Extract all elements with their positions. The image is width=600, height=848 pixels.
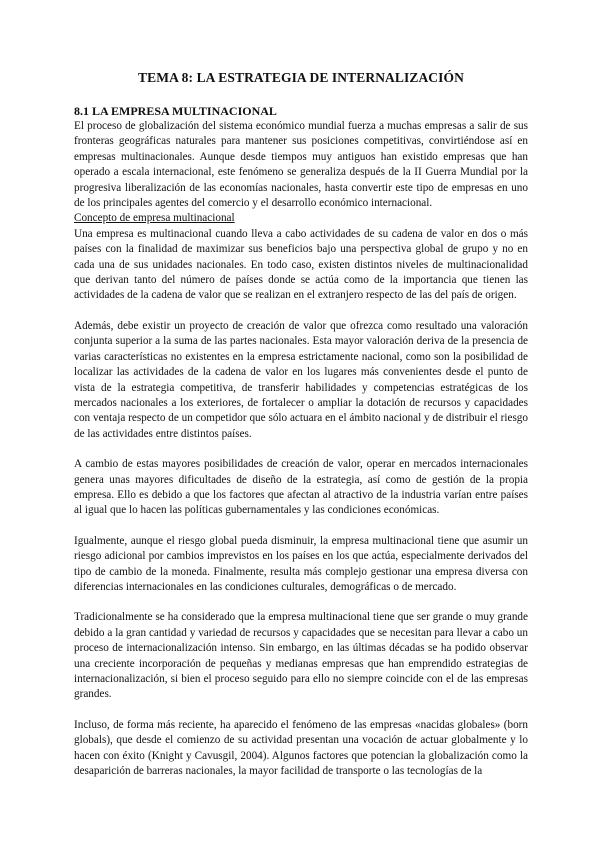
document-title: TEMA 8: LA ESTRATEGIA DE INTERNALIZACIÓN [138, 70, 464, 85]
paragraph: Además, debe existir un proyecto de creación de valor que ofrezca como resultado una valoración conjunta superior a la suma de las partes nacionales. Esta mayor valoración deriva de la presencia de varias características no existentes en la empresa estrictamente nacional, como son la posibilidad de localizar las actividades de la cadena de valor en los lugares más convenientes desde el punto de vista de la estrategia competitiva, de transferir habilidades y competencias estratégicas de los mercados nacionales a los exteriores, de fortalecer o ampliar la dotación de recursos y capacidades con ventaja respecto de un competidor que sólo actuara en el ámbito nacional y de distribuir el riesgo de las actividades entre distintos países. [74, 319, 528, 440]
paragraph: A cambio de estas mayores posibilidades de creación de valor, operar en mercados internacionales genera unas mayores dificultades de diseño de la estrategia, así como de gestión de la propia empresa. Ello es debido a que los factores que afectan al atractivo de la industria varían entre países al igual que lo hacen las políticas gubernamentales y las condiciones económicas. [74, 458, 528, 517]
paragraph: Tradicionalmente se ha considerado que la empresa multinacional tiene que ser grande o muy grande debido a la gran cantidad y variedad de recursos y capacidades que se necesitan para llevar a cabo un proceso de internacionalización intenso. Sin embargo, en las últimas décadas se ha podido observar una creciente incorporación de pequeñas y medianas empresas que han emprendido estrategias de internacionalización, si bien el proceso seguido para ello no siempre coincide con el de las empresas grandes. [74, 611, 528, 701]
subheading-concept: Concepto de empresa multinacional [74, 212, 235, 225]
paragraph: Una empresa es multinacional cuando lleva a cabo actividades de su cadena de valor en dos o más países con la finalidad de maximizar sus beneficios bajo una perspectiva global de grupo y no en cada una de sus unidades nacionales. En todo caso, existen distintos niveles de multinacionalidad que derivan tanto del número de países donde se actúa como de la importancia que tienen las actividades de la cadena de valor que se realizan en el extranjero respecto de las del país de origen. [74, 227, 528, 302]
paragraph: Incluso, de forma más reciente, ha aparecido el fenómeno de las empresas «nacidas globales» (born globals), que desde el comienzo de su actividad presentan una vocación de actuar globalmente y lo hacen con éxito (Knight y Cavusgil, 2004). Algunos factores que potencian la globalización como la desaparición de barreras nacionales, la mayor facilidad de transporte o las tecnologías de la [74, 718, 528, 778]
intro-paragraph: El proceso de globalización del sistema económico mundial fuerza a muchas empresas a salir de sus fronteras geográficas naturales para mantener sus posiciones competitivas, convirtiéndose así en empresas multinacionales. Aunque desde tiempos muy antiguos han existido empresas que han operado a escala internacional, este fenómeno se generaliza después de la II Guerra Mundial por la progresiva liberalización de las economías nacionales, hasta convertir este tipo de empresas en uno de los principales agentes del comercio y el desarrollo económico internacional. [74, 120, 528, 210]
section-heading: 8.1 LA EMPRESA MULTINACIONAL [74, 104, 277, 118]
paragraph: Igualmente, aunque el riesgo global pueda disminuir, la empresa multinacional tiene que asumir un riesgo adicional por cambios imprevistos en los países en los que actúa, especialmente derivados del tipo de cambio de la moneda. Finalmente, resulta más complejo gestionar una empresa diversa con diferencias internacionales en las condiciones culturales, demográficas o de mercado. [74, 534, 528, 593]
